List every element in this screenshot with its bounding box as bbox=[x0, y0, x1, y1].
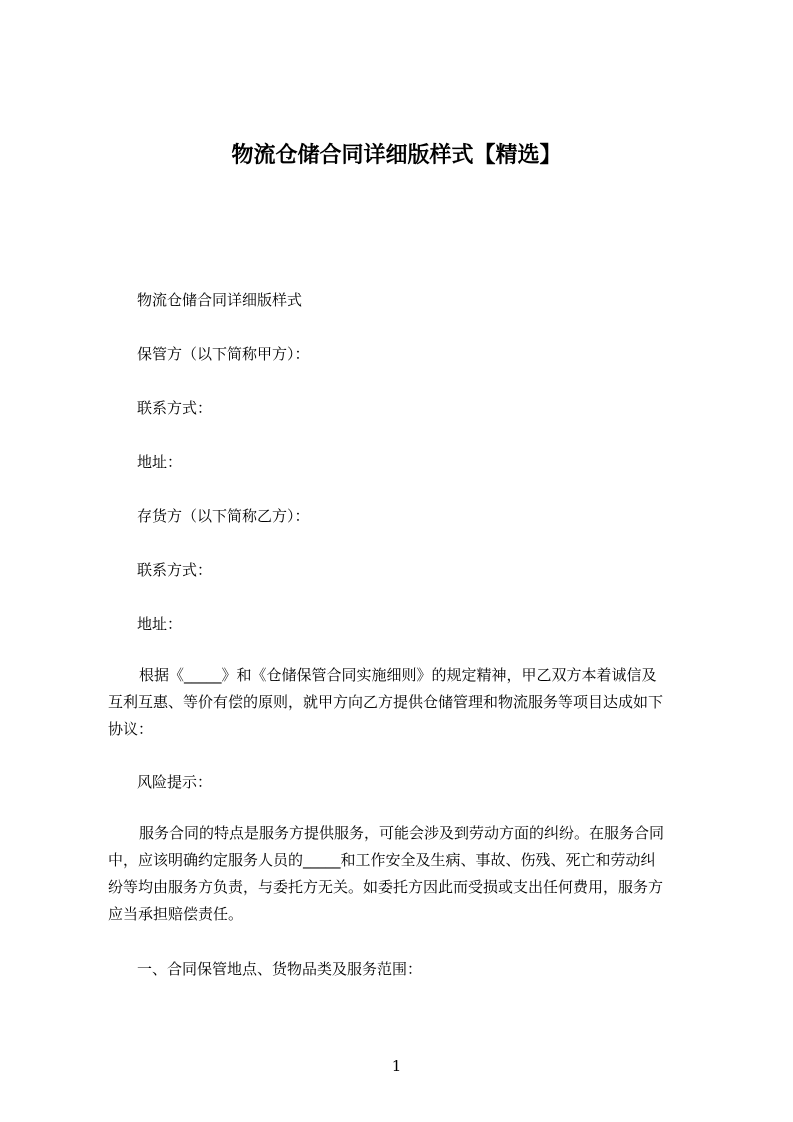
party-a-label: 保管方（以下简称甲方）： bbox=[137, 345, 310, 363]
section-1-heading: 一、合同保管地点、货物品类及服务范围： bbox=[137, 960, 423, 978]
risk-heading: 风险提示： bbox=[137, 773, 213, 791]
intro-paragraph bbox=[108, 662, 700, 743]
party-a-contact: 联系方式： bbox=[137, 399, 213, 417]
document-title: 物流仓储合同详细版样式【精选】 bbox=[231, 143, 562, 168]
intro-line: 根据《_____》和《仓储保管合同实施细则》的规定精神，甲乙双方本着诚信及 bbox=[139, 666, 657, 684]
risk-line: 应当承担赔偿责任。 bbox=[108, 905, 244, 923]
intro-line: 协议： bbox=[108, 720, 154, 738]
document-subtitle: 物流仓储合同详细版样式 bbox=[137, 291, 303, 309]
risk-line: 服务合同的特点是服务方提供服务，可能会涉及到劳动方面的纠纷。在服务合同 bbox=[139, 824, 665, 842]
party-b-address: 地址： bbox=[137, 615, 183, 633]
party-b-contact: 联系方式： bbox=[137, 561, 213, 579]
page-number: 1 bbox=[391, 1057, 402, 1075]
risk-paragraph bbox=[108, 820, 700, 928]
risk-line: 纷等均由服务方负责，与委托方无关。如委托方因此而受损或支出任何费用，服务方 bbox=[108, 878, 664, 896]
risk-line: 中，应该明确约定服务人员的_____和工作安全及生病、事故、伤残、死亡和劳动纠 bbox=[108, 851, 656, 869]
party-b-label: 存货方（以下简称乙方）： bbox=[137, 507, 310, 525]
intro-line: 互利互惠、等价有偿的原则，就甲方向乙方提供仓储管理和物流服务等项目达成如下 bbox=[108, 693, 664, 711]
party-a-address: 地址： bbox=[137, 453, 183, 471]
